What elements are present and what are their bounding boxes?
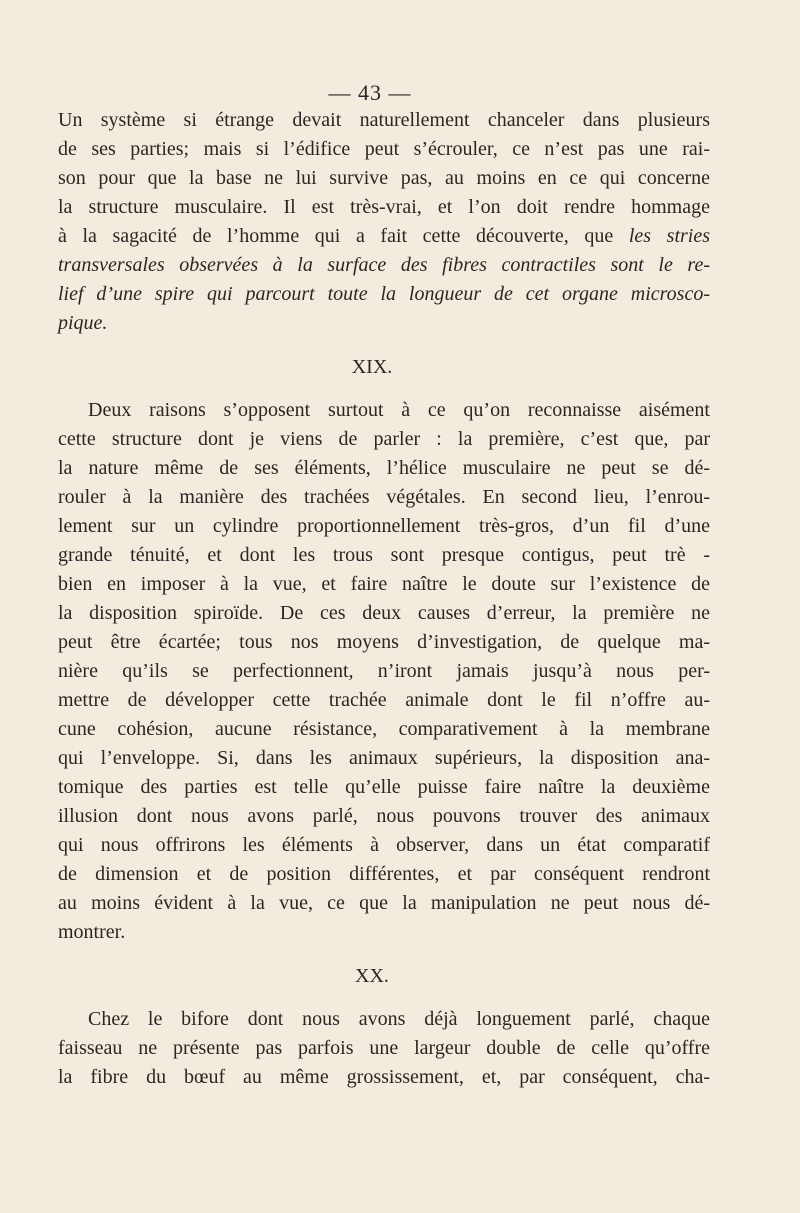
italic-text-line: lief d’une spire qui parcourt toute la longueur de cet organe microsco- — [58, 283, 710, 305]
text-line: nière qu’ils se perfectionnent, n’iront jamais jusqu’à nous per- — [58, 660, 710, 682]
text-line: montrer. — [58, 921, 126, 943]
paragraph-3 — [58, 1005, 710, 1092]
italic-text-line: pique. — [58, 312, 108, 334]
text-segment: à la sagacité de l’homme qui a fait cette découverte, que — [58, 225, 629, 247]
text-line: au moins évident à la vue, ce que la manipulation ne peut nous dé- — [58, 892, 710, 914]
paragraph-2 — [58, 396, 710, 947]
text-line: qui l’enveloppe. Si, dans les animaux supérieurs, la disposition ana- — [58, 747, 710, 769]
text-line: grande ténuité, et dont les trous sont presque contigus, peut trè - — [58, 544, 710, 566]
italic-text: les stries — [628, 225, 711, 247]
text-line: illusion dont nous avons parlé, nous pouvons trouver des animaux — [58, 805, 710, 827]
text-line: la fibre du bœuf au même grossissement, et, par conséquent, cha- — [58, 1066, 710, 1088]
body-text — [58, 106, 710, 1092]
italic-text-line: transversales observées à la surface des fibres contractiles sont le re- — [58, 254, 710, 276]
text-line: son pour que la base ne lui survive pas, au moins en ce qui concerne — [58, 167, 710, 189]
text-line: Deux raisons s’opposent surtout à ce qu’on reconnaisse aisément — [88, 399, 710, 421]
text-line: la nature même de ses éléments, l’hélice musculaire ne peut se dé- — [58, 457, 710, 479]
text-line: la structure musculaire. Il est très-vrai, et l’on doit rendre hommage — [58, 196, 710, 218]
text-line: rouler à la manière des trachées végétales. En second lieu, l’enrou- — [58, 486, 710, 508]
text-line — [58, 222, 710, 251]
text-line: peut être écartée; tous nos moyens d’investigation, de quelque ma- — [58, 631, 710, 653]
text-line: cette structure dont je viens de parler : la première, c’est que, par — [58, 428, 710, 450]
text-line: mettre de développer cette trachée animale dont le fil n’offre au- — [58, 689, 710, 711]
section-heading-xix: XIX. — [351, 356, 393, 378]
text-line: cune cohésion, aucune résistance, comparativement à la membrane — [58, 718, 710, 740]
page-number: — 43 — — [328, 80, 412, 105]
section-heading-xx: XX. — [355, 965, 389, 987]
text-line: faisseau ne présente pas parfois une largeur double de celle qu’offre — [58, 1037, 710, 1059]
paragraph-1 — [58, 106, 710, 338]
text-line: de ses parties; mais si l’édifice peut s’écrouler, ce n’est pas une rai- — [58, 138, 710, 160]
text-line: bien en imposer à la vue, et faire naître le doute sur l’existence de — [58, 573, 710, 595]
text-line: la disposition spiroïde. De ces deux causes d’erreur, la première ne — [58, 602, 710, 624]
text-line: tomique des parties est telle qu’elle puisse faire naître la deuxième — [58, 776, 710, 798]
text-line: Chez le bifore dont nous avons déjà longuement parlé, chaque — [88, 1008, 710, 1030]
text-line: lement sur un cylindre proportionnellement très-gros, d’un fil d’une — [58, 515, 710, 537]
text-line: qui nous offrirons les éléments à observer, dans un état comparatif — [58, 834, 710, 856]
text-line: de dimension et de position différentes, et par conséquent rendront — [58, 863, 710, 885]
text-line: Un système si étrange devait naturellement chanceler dans plusieurs — [58, 109, 710, 131]
